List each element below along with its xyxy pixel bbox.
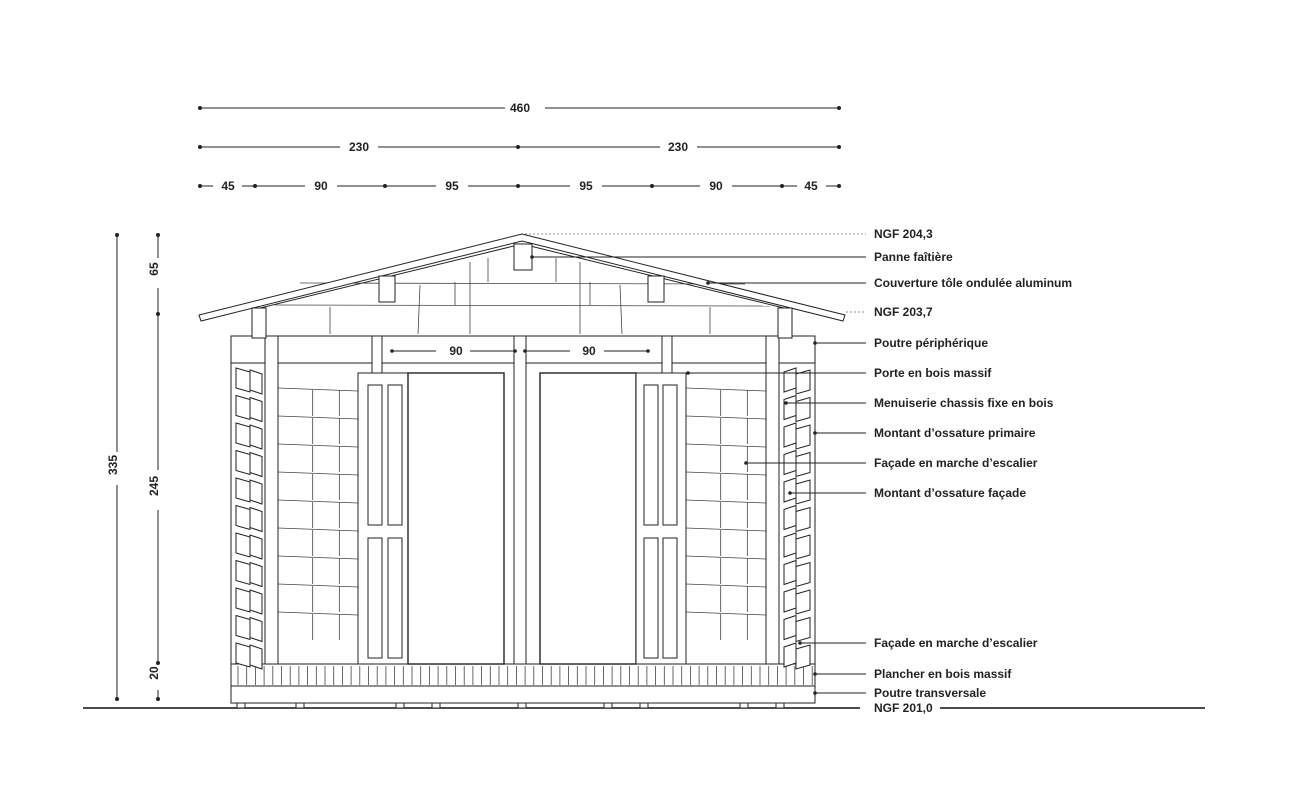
callout-label: Porte en bois massif [874,366,992,380]
callout-label: Montant d’ossature primaire [874,426,1036,440]
dim-half-left: 230 [348,140,370,154]
dim-seg-6: 45 [804,179,818,193]
callout-label: Plancher en bois massif [874,667,1012,681]
callout-label: Montant d’ossature façade [874,486,1027,500]
door-left [358,373,504,664]
roof [199,234,845,338]
door-left-leaf [408,373,504,664]
callout-label: Façade en marche d’escalier [874,636,1038,650]
dimension-vertical-total [106,233,120,701]
dim-inner-right: 90 [582,344,596,358]
dim-seg-3: 95 [445,179,459,193]
dim-vertical-roof: 65 [147,262,161,276]
dim-vertical-wall: 245 [147,475,161,497]
dim-vertical-total: 335 [106,454,120,476]
dim-vertical-floor: 20 [147,666,161,680]
level-ground: NGF 201,0 [874,701,933,715]
callout-label: Façade en marche d’escalier [874,456,1038,470]
dim-seg-2: 90 [314,179,328,193]
dimension-segments [198,179,841,193]
ridge-purlin [514,244,532,270]
dimension-halves [198,140,841,154]
dim-seg-5: 90 [709,179,723,193]
door-right [540,373,686,664]
floor-base [231,664,815,708]
callout-label: Panne faîtière [874,250,953,264]
callout-label: Poutre transversale [874,686,987,700]
dim-seg-1: 45 [221,179,235,193]
dimension-overall [198,101,841,115]
dimension-vertical-parts [147,233,161,701]
level-ridge: NGF 204,3 [874,227,933,241]
door-right-leaf [540,373,636,664]
callout-label: Menuiserie chassis fixe en bois [874,396,1054,410]
dim-seg-4: 95 [579,179,593,193]
level-eave: NGF 203,7 [874,305,933,319]
callout-label: Poutre périphérique [874,336,989,350]
callout-label: Couverture tôle ondulée aluminum [874,276,1073,290]
dim-half-right: 230 [667,140,689,154]
dim-overall-label: 460 [509,101,531,115]
dim-inner-left: 90 [449,344,463,358]
